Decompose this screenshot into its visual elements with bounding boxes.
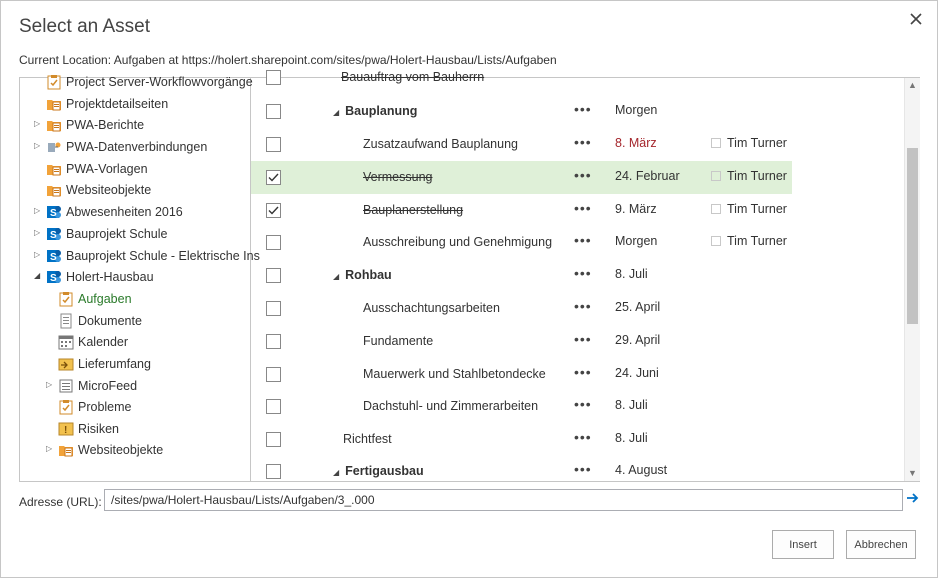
tree-item-label: PWA-Datenverbindungen (66, 140, 208, 154)
task-list-icon (46, 74, 62, 90)
assignee-name: Tim Turner (727, 136, 787, 150)
expander-spacer (34, 76, 44, 88)
presence-icon (711, 236, 721, 246)
insert-button[interactable]: Insert (772, 530, 834, 559)
row-title[interactable]: Ausschachtungsarbeiten (363, 301, 500, 315)
expander-spacer (46, 358, 56, 370)
tree-item[interactable] (34, 246, 260, 266)
row-checkbox[interactable] (266, 170, 281, 185)
tree-item[interactable] (34, 267, 154, 287)
cancel-button[interactable]: Abbrechen (846, 530, 916, 559)
tree-item-label: Websiteobjekte (66, 183, 152, 197)
svg-text:S: S (50, 208, 57, 219)
presence-icon (711, 138, 721, 148)
vertical-scrollbar[interactable] (904, 78, 920, 481)
tree-item-label: Bauprojekt Schule (66, 227, 168, 241)
row-title[interactable] (333, 104, 417, 118)
tree-item[interactable] (34, 115, 144, 135)
row-title[interactable] (333, 464, 424, 478)
tree-item-label: PWA-Vorlagen (66, 162, 148, 176)
deliverables-icon (58, 356, 74, 372)
group-title: Bauplanung (345, 104, 418, 118)
tree-item-label: Holert-Hausbau (66, 270, 154, 284)
tree-item-label: Probleme (78, 400, 132, 414)
table-row[interactable] (251, 194, 901, 227)
assigned-to[interactable] (711, 169, 787, 183)
due-date: Morgen (615, 234, 658, 248)
table-row[interactable] (251, 161, 792, 194)
close-icon[interactable] (906, 9, 926, 29)
tree-item-label: Risiken (78, 422, 119, 436)
table-row[interactable] (251, 226, 901, 259)
tree-item-label: Websiteobjekte (78, 443, 164, 457)
more-options-icon[interactable]: ••• (574, 331, 592, 347)
table-row[interactable] (251, 128, 901, 161)
table-row[interactable] (251, 423, 901, 456)
dialog-title: Select an Asset (19, 16, 150, 37)
expander-spacer (46, 423, 56, 435)
risk-icon (58, 421, 74, 437)
due-date: 24. Juni (615, 366, 659, 380)
tree-item-label: Kalender (78, 335, 129, 349)
row-checkbox[interactable] (266, 104, 281, 119)
svg-text:S: S (50, 273, 57, 284)
svg-text:S: S (50, 230, 57, 241)
scroll-down-icon[interactable]: ▼ (908, 468, 917, 478)
collapse-group-icon[interactable]: ◢ (333, 468, 340, 477)
assignee-name: Tim Turner (727, 234, 787, 248)
row-title[interactable]: Fundamente (363, 334, 434, 348)
folder-pages-icon (46, 96, 62, 112)
expander-spacer (34, 184, 44, 196)
tree-item[interactable] (46, 376, 137, 396)
tree-item[interactable] (46, 311, 142, 331)
more-options-icon[interactable]: ••• (574, 429, 592, 445)
presence-icon (711, 204, 721, 214)
more-options-icon[interactable]: ••• (574, 396, 592, 412)
tree-item-label: Bauprojekt Schule - Elektrische Ins (66, 249, 260, 263)
row-checkbox[interactable] (266, 203, 281, 218)
location-prefix: Current Location: (19, 53, 114, 67)
table-row[interactable] (251, 455, 901, 488)
due-date: 8. Juli (615, 431, 648, 445)
tree-item[interactable] (34, 202, 183, 222)
folder-pages-icon (58, 442, 74, 458)
more-options-icon[interactable]: ••• (574, 364, 592, 380)
due-date: 4. August (615, 463, 668, 477)
row-title[interactable]: Vermessung (363, 170, 433, 184)
row-title[interactable]: Dachstuhl- und Zimmerarbeiten (363, 399, 539, 413)
collapse-icon[interactable]: ◢ (34, 271, 41, 280)
assigned-to[interactable] (711, 202, 787, 216)
svg-text:!: ! (64, 425, 68, 436)
tree-item-label: Projektdetailseiten (66, 97, 169, 111)
row-checkbox[interactable] (266, 235, 281, 250)
tree-item[interactable] (34, 159, 148, 179)
expand-icon[interactable]: ▷ (34, 119, 41, 128)
list-icon (58, 378, 74, 394)
folder-pages-icon (46, 182, 62, 198)
expand-icon[interactable]: ▷ (46, 380, 53, 389)
table-row[interactable] (251, 390, 901, 423)
tree-item[interactable] (46, 397, 132, 417)
row-checkbox[interactable] (266, 301, 281, 316)
expand-icon[interactable]: ▷ (34, 228, 41, 237)
tree-item-label: Lieferumfang (78, 357, 151, 371)
row-checkbox[interactable] (266, 137, 281, 152)
scroll-up-icon[interactable]: ▲ (908, 80, 917, 90)
task-list-icon (58, 399, 74, 415)
sharepoint-site-icon (46, 204, 62, 220)
expander-spacer (46, 401, 56, 413)
tree-item-label: MicroFeed (78, 379, 138, 393)
due-date: 29. April (615, 333, 661, 347)
sharepoint-site-icon (46, 226, 62, 242)
presence-icon (711, 171, 721, 181)
tree-item-label: PWA-Berichte (66, 118, 145, 132)
svg-text:S: S (50, 252, 57, 263)
collapse-group-icon[interactable]: ◢ (333, 272, 340, 281)
more-options-icon[interactable]: ••• (574, 101, 592, 117)
tree-item[interactable] (34, 137, 207, 157)
expander-spacer (46, 336, 56, 348)
row-checkbox[interactable] (266, 399, 281, 414)
checkmark-icon (267, 204, 280, 217)
folder-pages-icon (46, 117, 62, 133)
table-row[interactable] (251, 292, 901, 325)
asset-browser (19, 70, 920, 482)
scroll-thumb[interactable] (907, 148, 918, 324)
assignee-name: Tim Turner (727, 169, 787, 183)
tree-item-label: Dokumente (78, 314, 142, 328)
table-row[interactable] (251, 358, 901, 391)
tree-item-label: Project Server-Workflowvorgänge (66, 75, 253, 89)
expand-icon[interactable]: ▷ (34, 250, 41, 259)
tree-item[interactable] (46, 440, 163, 460)
due-date: 8. Juli (615, 267, 648, 281)
table-row[interactable] (251, 259, 901, 292)
tree-item[interactable] (34, 72, 253, 92)
sharepoint-site-icon (46, 269, 62, 285)
more-options-icon[interactable]: ••• (574, 200, 592, 216)
row-checkbox[interactable] (266, 268, 281, 283)
expander-spacer (46, 315, 56, 327)
tree-item-label: Abwesenheiten 2016 (66, 205, 183, 219)
row-checkbox[interactable] (266, 70, 281, 85)
calendar-icon (58, 334, 74, 350)
expand-icon[interactable]: ▷ (34, 206, 41, 215)
document-library-icon (58, 313, 74, 329)
assigned-to[interactable] (711, 136, 787, 150)
list-item-partial (251, 61, 901, 94)
more-options-icon[interactable]: ••• (574, 298, 592, 314)
row-title[interactable]: Ausschreibung und Genehmigung (363, 235, 553, 249)
row-checkbox[interactable] (266, 432, 281, 447)
collapse-group-icon[interactable]: ◢ (333, 108, 340, 117)
due-date: 8. März (615, 136, 657, 150)
tree-item[interactable] (46, 419, 119, 439)
more-options-icon[interactable]: ••• (574, 167, 592, 183)
task-list-icon (58, 291, 74, 307)
sharepoint-site-icon (46, 248, 62, 264)
tree-item[interactable] (46, 332, 128, 352)
row-title: Bauauftrag vom Bauherrn (341, 70, 485, 84)
address-label: Adresse (URL): (19, 495, 102, 509)
row-checkbox[interactable] (266, 334, 281, 349)
location-value: Aufgaben at https://holert.sharepoint.com/sites/pwa/Holert-Hausbau/Lists/Aufgaben (113, 53, 557, 67)
assigned-to[interactable] (711, 234, 787, 248)
expander-spacer (34, 98, 44, 110)
assignee-name: Tim Turner (727, 202, 787, 216)
due-date: 25. April (615, 300, 661, 314)
row-title[interactable]: Zusatzaufwand Bauplanung (363, 137, 518, 151)
checkmark-icon (267, 171, 280, 184)
due-date: 8. Juli (615, 398, 648, 412)
expand-icon[interactable]: ▷ (46, 444, 53, 453)
row-title[interactable] (333, 268, 392, 282)
tree-item[interactable] (34, 180, 151, 200)
more-options-icon[interactable]: ••• (574, 461, 592, 477)
tree-item[interactable] (34, 94, 168, 114)
more-options-icon[interactable]: ••• (574, 265, 592, 281)
expander-spacer (46, 293, 56, 305)
task-list (251, 70, 901, 481)
tree-item[interactable] (46, 354, 151, 374)
expand-icon[interactable]: ▷ (34, 141, 41, 150)
due-date: Morgen (615, 103, 658, 117)
table-row[interactable] (251, 325, 901, 358)
data-connection-icon (46, 139, 62, 155)
more-options-icon[interactable]: ••• (574, 134, 592, 150)
tree-item-label: Aufgaben (78, 292, 132, 306)
address-input[interactable] (104, 489, 903, 511)
tree-item[interactable] (34, 224, 167, 244)
row-title[interactable]: Mauerwerk und Stahlbetondecke (363, 367, 546, 381)
site-tree (20, 75, 260, 481)
group-title: Fertigausbau (345, 464, 424, 478)
row-title[interactable]: Richtfest (343, 432, 392, 446)
row-title[interactable]: Bauplanerstellung (363, 203, 464, 217)
go-arrow-icon[interactable] (906, 491, 920, 505)
folder-pages-icon (46, 161, 62, 177)
due-date: 24. Februar (615, 169, 680, 183)
row-checkbox[interactable] (266, 464, 281, 479)
tree-item[interactable] (46, 289, 132, 309)
more-options-icon[interactable]: ••• (574, 232, 592, 248)
table-row[interactable] (251, 95, 901, 128)
expander-spacer (34, 163, 44, 175)
row-checkbox[interactable] (266, 367, 281, 382)
group-title: Rohbau (345, 268, 392, 282)
due-date: 9. März (615, 202, 657, 216)
